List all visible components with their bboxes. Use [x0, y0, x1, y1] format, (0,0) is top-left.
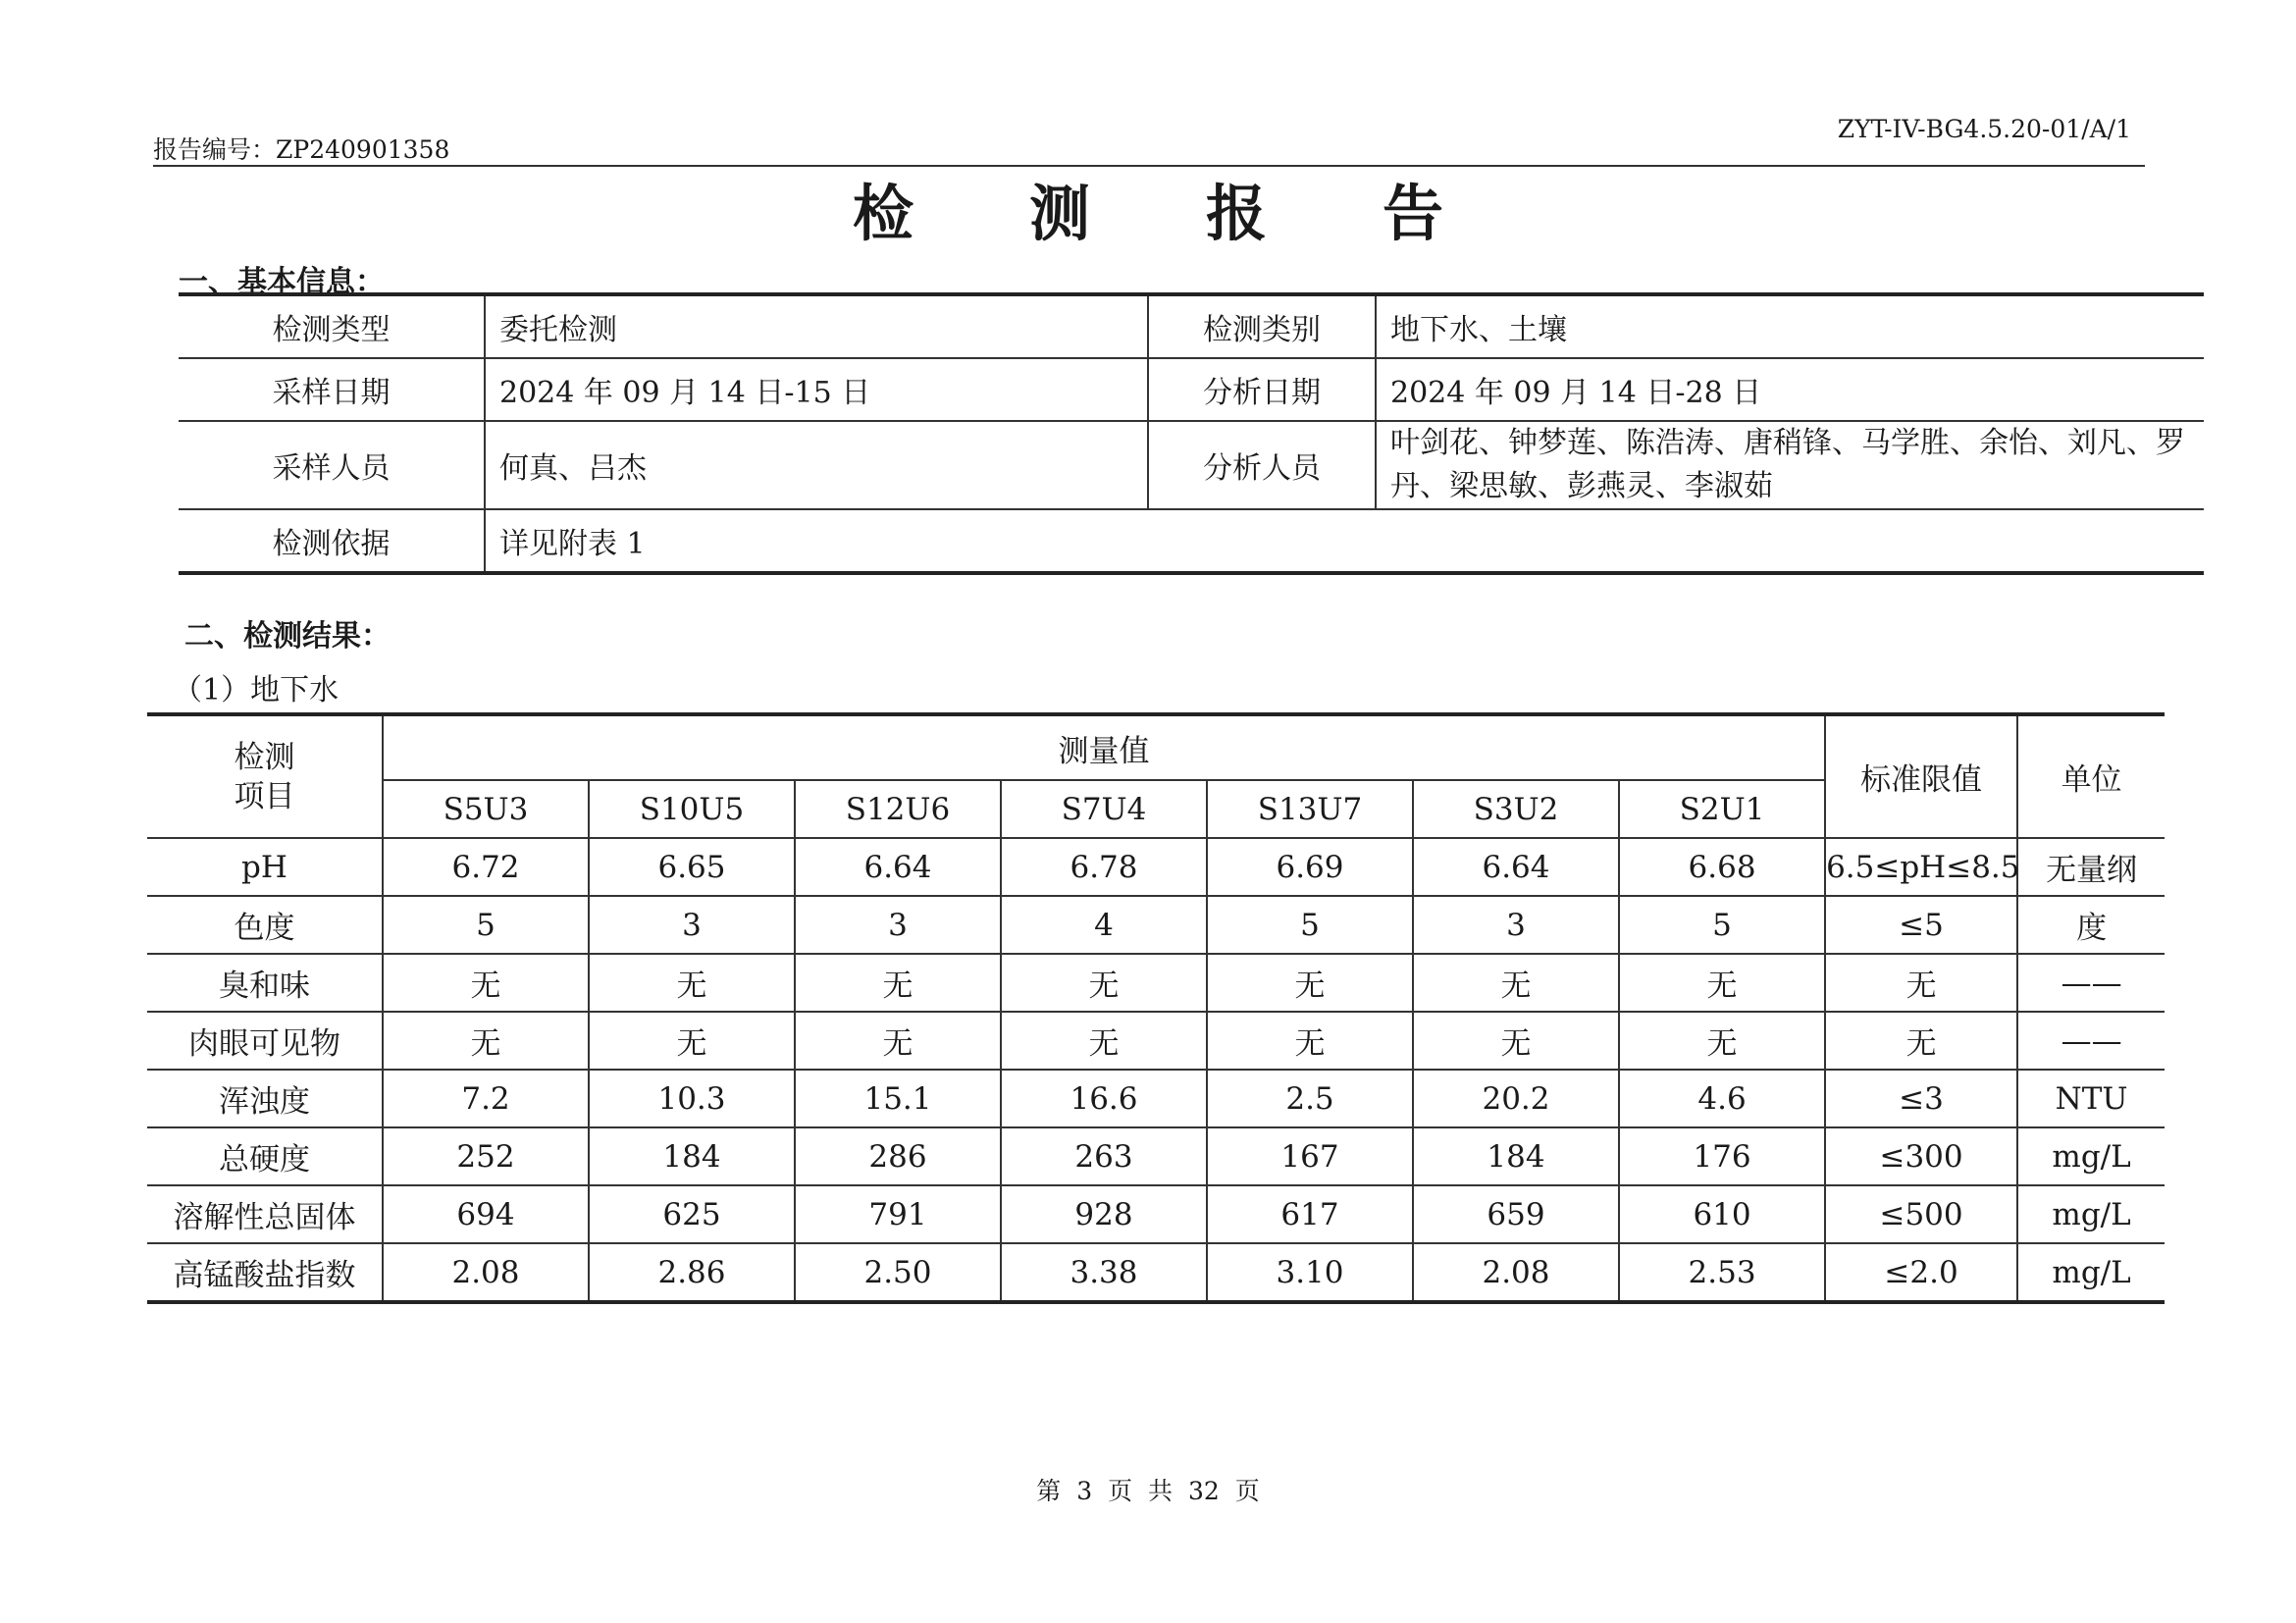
value-cell: 无 [1619, 1012, 1825, 1070]
form-code: ZYT-IV-BG4.5.20-01/A/1 [1837, 115, 2131, 143]
item-column-header [147, 714, 383, 838]
site-header: S2U1 [1619, 780, 1825, 838]
value-cell: 无 [1207, 1012, 1413, 1070]
limit-cell: ≤2.0 [1825, 1243, 2017, 1302]
detection-category-label: 检测类别 [1148, 294, 1376, 358]
unit-column-header: 单位 [2017, 714, 2165, 838]
limit-cell: ≤500 [1825, 1185, 2017, 1243]
value-cell: 263 [1001, 1127, 1207, 1185]
detection-type-label: 检测类型 [179, 294, 485, 358]
value-cell: 286 [795, 1127, 1001, 1185]
value-cell: 无 [589, 1012, 795, 1070]
value-cell: 610 [1619, 1185, 1825, 1243]
item-cell: 总硬度 [147, 1127, 383, 1185]
value-cell: 3 [1413, 896, 1619, 954]
table-row [147, 1185, 2165, 1243]
report-number: 报告编号：ZP240901358 [153, 135, 450, 164]
value-cell: 无 [1413, 1012, 1619, 1070]
table-row [147, 1127, 2165, 1185]
value-cell: 2.53 [1619, 1243, 1825, 1302]
value-cell: 5 [1207, 896, 1413, 954]
limit-cell: ≤3 [1825, 1070, 2017, 1127]
table-row [147, 1070, 2165, 1127]
value-cell: 6.78 [1001, 838, 1207, 896]
value-cell: 3 [795, 896, 1001, 954]
value-cell: 6.65 [589, 838, 795, 896]
value-cell: 无 [589, 954, 795, 1012]
unit-cell: —— [2017, 954, 2165, 1012]
limit-cell: 无 [1825, 954, 2017, 1012]
value-cell: 15.1 [795, 1070, 1001, 1127]
limit-cell: ≤300 [1825, 1127, 2017, 1185]
unit-cell: 无量纲 [2017, 838, 2165, 896]
value-cell: 694 [383, 1185, 589, 1243]
section-basic-info-heading: 一、基本信息： [179, 265, 385, 299]
item-cell: 臭和味 [147, 954, 383, 1012]
value-cell: 6.72 [383, 838, 589, 896]
value-cell: 无 [795, 954, 1001, 1012]
value-cell: 2.86 [589, 1243, 795, 1302]
unit-cell: mg/L [2017, 1127, 2165, 1185]
value-cell: 167 [1207, 1127, 1413, 1185]
sampling-date-label: 采样日期 [179, 358, 485, 421]
value-cell: 6.64 [1413, 838, 1619, 896]
item-cell: 溶解性总固体 [147, 1185, 383, 1243]
item-cell: 高锰酸盐指数 [147, 1243, 383, 1302]
unit-cell: mg/L [2017, 1243, 2165, 1302]
value-cell: 3 [589, 896, 795, 954]
value-cell: 5 [383, 896, 589, 954]
value-cell: 252 [383, 1127, 589, 1185]
limit-column-header: 标准限值 [1825, 714, 2017, 838]
table-row [147, 896, 2165, 954]
page-footer: 第 3 页 共 32 页 [1036, 1477, 1260, 1505]
basic-info-row [179, 421, 2204, 509]
value-cell: 16.6 [1001, 1070, 1207, 1127]
site-header: S7U4 [1001, 780, 1207, 838]
unit-cell: mg/L [2017, 1185, 2165, 1243]
value-cell: 5 [1619, 896, 1825, 954]
detection-type-value: 委托检测 [485, 294, 1148, 358]
value-cell: 6.68 [1619, 838, 1825, 896]
value-cell: 无 [1207, 954, 1413, 1012]
value-cell: 928 [1001, 1185, 1207, 1243]
limit-cell: 6.5≤pH≤8.5 [1825, 838, 2017, 896]
groundwater-subheading: （1）地下水 [173, 673, 339, 707]
samplers-value: 何真、吕杰 [485, 421, 1148, 509]
basic-info-row [179, 509, 2204, 573]
value-cell: 10.3 [589, 1070, 795, 1127]
value-cell: 无 [1413, 954, 1619, 1012]
value-cell: 3.38 [1001, 1243, 1207, 1302]
item-column-header-text: 检测项目 [234, 739, 295, 814]
value-cell: 176 [1619, 1127, 1825, 1185]
item-cell: 肉眼可见物 [147, 1012, 383, 1070]
unit-cell: NTU [2017, 1070, 2165, 1127]
analysts-value: 叶剑花、钟梦莲、陈浩涛、唐稍锋、马学胜、余怡、刘凡、罗丹、梁思敏、彭燕灵、李淑茹 [1376, 421, 2204, 509]
table-row [147, 1243, 2165, 1302]
value-cell: 20.2 [1413, 1070, 1619, 1127]
site-header: S13U7 [1207, 780, 1413, 838]
table-row [147, 1012, 2165, 1070]
item-cell: 色度 [147, 896, 383, 954]
site-header: S10U5 [589, 780, 795, 838]
value-cell: 无 [795, 1012, 1001, 1070]
value-cell: 184 [589, 1127, 795, 1185]
limit-cell: ≤5 [1825, 896, 2017, 954]
samplers-label: 采样人员 [179, 421, 485, 509]
limit-cell: 无 [1825, 1012, 2017, 1070]
value-cell: 2.50 [795, 1243, 1001, 1302]
table-row [147, 954, 2165, 1012]
basic-info-row [179, 294, 2204, 358]
value-cell: 2.08 [383, 1243, 589, 1302]
measured-value-header: 测量值 [383, 714, 1825, 780]
detection-basis-label: 检测依据 [179, 509, 485, 573]
value-cell: 6.69 [1207, 838, 1413, 896]
analysis-date-label: 分析日期 [1148, 358, 1376, 421]
detection-category-value: 地下水、土壤 [1390, 313, 1567, 347]
value-cell: 6.64 [795, 838, 1001, 896]
site-header: S5U3 [383, 780, 589, 838]
item-cell: 浑浊度 [147, 1070, 383, 1127]
value-cell: 659 [1413, 1185, 1619, 1243]
analysts-label: 分析人员 [1148, 421, 1376, 509]
value-cell: 无 [1001, 1012, 1207, 1070]
value-cell: 4.6 [1619, 1070, 1825, 1127]
value-cell: 617 [1207, 1185, 1413, 1243]
groundwater-results-table [147, 712, 2165, 1304]
table-header-row [147, 714, 2165, 780]
basic-info-row [179, 358, 2204, 421]
value-cell: 184 [1413, 1127, 1619, 1185]
value-cell: 无 [383, 1012, 589, 1070]
document-title: 检测报告 [852, 178, 1559, 249]
detection-basis-value: 详见附表 1 [485, 509, 2204, 573]
value-cell: 无 [1619, 954, 1825, 1012]
analysis-date-value: 2024 年 09 月 14 日-28 日 [1376, 358, 2204, 421]
value-cell: 625 [589, 1185, 795, 1243]
value-cell: 无 [1001, 954, 1207, 1012]
site-header: S12U6 [795, 780, 1001, 838]
site-header: S3U2 [1413, 780, 1619, 838]
unit-cell: —— [2017, 1012, 2165, 1070]
table-row [147, 838, 2165, 896]
value-cell: 无 [383, 954, 589, 1012]
value-cell: 3.10 [1207, 1243, 1413, 1302]
unit-cell: 度 [2017, 896, 2165, 954]
value-cell: 2.5 [1207, 1070, 1413, 1127]
sampling-date-value: 2024 年 09 月 14 日-15 日 [485, 358, 1148, 421]
basic-info-table [179, 292, 2204, 575]
value-cell: 7.2 [383, 1070, 589, 1127]
value-cell: 2.08 [1413, 1243, 1619, 1302]
value-cell: 791 [795, 1185, 1001, 1243]
value-cell: 4 [1001, 896, 1207, 954]
section-results-heading: 二、检测结果： [184, 619, 391, 654]
item-cell: pH [147, 838, 383, 896]
